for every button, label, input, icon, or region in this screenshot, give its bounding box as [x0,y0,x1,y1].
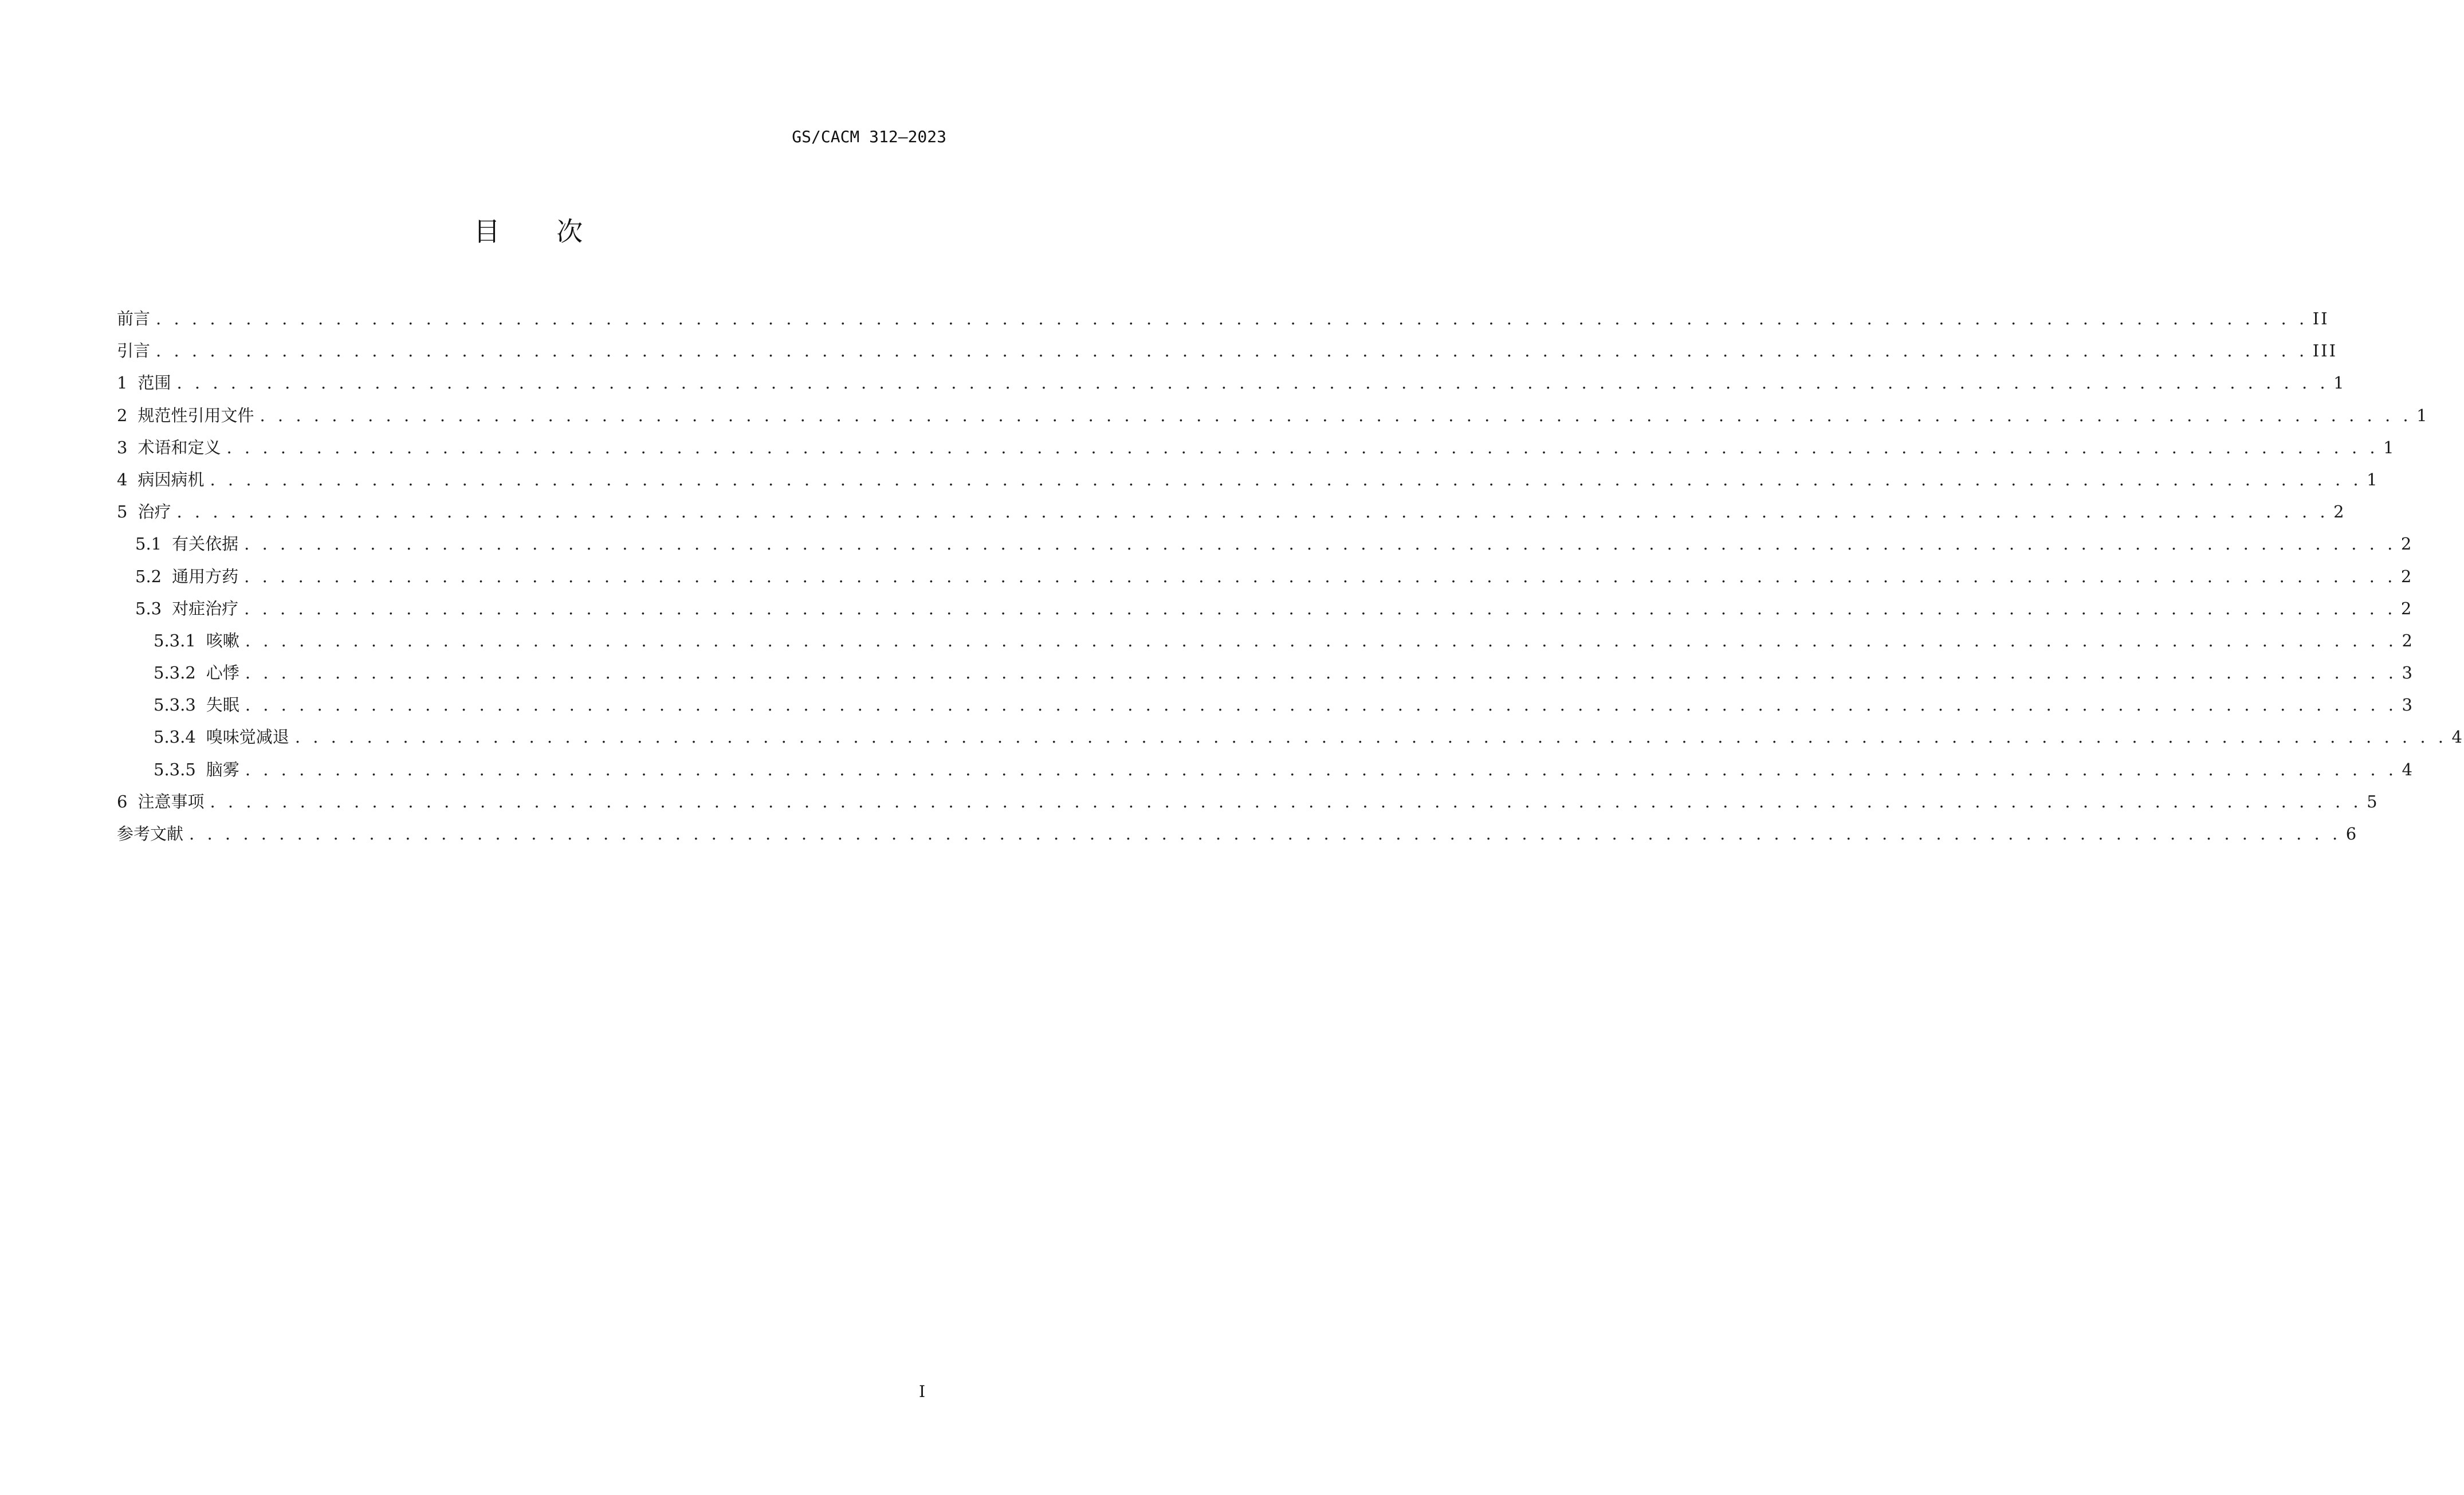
toc-entry-number: 5 [117,502,128,522]
toc-entry-label: 治疗 [137,502,171,522]
dot-leader: . . . . . . . . . . . . . . . . . . . . . . . . . . . . . . . . . . . . . . . . . . . . . . . . . . . . . . . . . . . . . . . . . . . . . . . . . . . . . . . . . . . . . . . . . . . . . . . . . . . . . . . . . . . . . . . . . . . . . . . . [244,598,2396,618]
toc-entry-number: 4 [117,469,128,489]
dot-leader: . . . . . . . . . . . . . . . . . . . . . . . . . . . . . . . . . . . . . . . . . . . . . . . . . . . . . . . . . . . . . . . . . . . . . . . . . . . . . . . . . . . . . . . . . . . . . . . . . . . . . . . . . . . . . . . . . . . . . . . . [245,630,2398,650]
toc-entry[interactable] [117,528,2414,560]
dot-leader: . . . . . . . . . . . . . . . . . . . . . . . . . . . . . . . . . . . . . . . . . . . . . . . . . . . . . . . . . . . . . . . . . . . . . . . . . . . . . . . . . . . . . . . . . . . . . . . . . . . . . . . . . . . . . . . . . . . . . . . . [245,695,2398,715]
toc-entry[interactable] [117,689,2414,721]
toc-entry[interactable] [117,754,2414,786]
toc-entry-page: 1 [2333,373,2346,393]
dot-leader: . . . . . . . . . . . . . . . . . . . . . . . . . . . . . . . . . . . . . . . . . . . . . . . . . . . . . . . . . . . . . . . . . . . . . . . . . . . . . . . . . . . . . . . . . . . . . . . . . . . . . . . . . . . . . . . . . . . . . . . . [176,373,2329,393]
toc-entry-page: 2 [2402,630,2414,650]
dot-leader: . . . . . . . . . . . . . . . . . . . . . . . . . . . . . . . . . . . . . . . . . . . . . . . . . . . . . . . . . . . . . . . . . . . . . . . . . . . . . . . . . . . . . . . . . . . . . . . . . . . . . . . . . . . . . . . . . . . . . . . . [156,341,2308,361]
toc-entry[interactable] [117,786,2379,818]
toc-entry-label: 注意事项 [137,791,205,811]
toc-entry[interactable] [117,367,2346,399]
document-code: GS/CACM 312—2023 [792,127,946,146]
dot-leader: . . . . . . . . . . . . . . . . . . . . . . . . . . . . . . . . . . . . . . . . . . . . . . . . . . . . . . . . . . . . . . . . . . . . . . . . . . . . . . . . . . . . . . . . . . . . . . . . . . . . . . . . . . . . . . . . . . . . . . . . [176,502,2329,522]
toc-entry-number: 5.3.2 [154,663,196,683]
toc-entry-page: 2 [2400,598,2414,618]
dot-leader: . . . . . . . . . . . . . . . . . . . . . . . . . . . . . . . . . . . . . . . . . . . . . . . . . . . . . . . . . . . . . . . . . . . . . . . . . . . . . . . . . . . . . . . . . . . . . . . . . . . . . . . . . . . . . . . . . . . . . . . . [260,405,2412,425]
toc-entry-label: 咳嗽 [206,630,239,650]
toc-entry-page: 6 [2345,824,2359,843]
dot-leader: . . . . . . . . . . . . . . . . . . . . . . . . . . . . . . . . . . . . . . . . . . . . . . . . . . . . . . . . . . . . . . . . . . . . . . . . . . . . . . . . . . . . . . . . . . . . . . . . . . . . . . . . . . . . . . . . . . . . . . . . [210,791,2363,811]
toc-entry-label: 失眠 [206,695,239,715]
toc-entry[interactable] [117,303,2329,335]
toc-entry-number: 3 [117,437,128,457]
toc-entry[interactable] [117,560,2414,592]
toc-entry-number: 5.1 [135,534,162,554]
toc-entry[interactable] [117,496,2346,528]
toc-entry-label: 有关依据 [172,534,239,554]
toc-entry-number: 6 [117,791,128,811]
toc-entry-label: 心悸 [206,663,239,683]
toc-entry-label: 引言 [117,341,151,361]
toc-entry[interactable] [117,335,2338,367]
toc-entry-page: 3 [2402,695,2414,715]
toc-entry-label: 规范性引用文件 [137,405,254,425]
toc-entry-number: 5.2 [135,566,162,586]
toc-entry[interactable] [117,818,2359,850]
page-title: 目 次 [473,216,607,247]
toc-entry-page: 1 [2367,469,2379,489]
toc-entry-label: 通用方药 [172,566,239,586]
toc-entry[interactable] [117,625,2414,657]
toc-entry-page: II [2312,309,2329,328]
dot-leader: . . . . . . . . . . . . . . . . . . . . . . . . . . . . . . . . . . . . . . . . . . . . . . . . . . . . . . . . . . . . . . . . . . . . . . . . . . . . . . . . . . . . . . . . . . . . . . . . . . . . . . . . . . . . . . . . . . . . . . . . [156,309,2308,328]
toc-entry-label: 病因病机 [137,469,205,489]
dot-leader: . . . . . . . . . . . . . . . . . . . . . . . . . . . . . . . . . . . . . . . . . . . . . . . . . . . . . . . . . . . . . . . . . . . . . . . . . . . . . . . . . . . . . . . . . . . . . . . . . . . . . . . . . . . . . . . . . . . . . . . . [189,824,2341,843]
toc-entry-number: 5.3 [135,598,162,618]
table-of-contents [117,303,2464,850]
toc-entry-number: 5.3.5 [154,759,196,779]
toc-entry-label: 范围 [137,373,171,393]
dot-leader: . . . . . . . . . . . . . . . . . . . . . . . . . . . . . . . . . . . . . . . . . . . . . . . . . . . . . . . . . . . . . . . . . . . . . . . . . . . . . . . . . . . . . . . . . . . . . . . . . . . . . . . . . . . . . . . . . . . . . . . . [245,663,2398,683]
toc-entry-page: 4 [2451,727,2464,747]
dot-leader: . . . . . . . . . . . . . . . . . . . . . . . . . . . . . . . . . . . . . . . . . . . . . . . . . . . . . . . . . . . . . . . . . . . . . . . . . . . . . . . . . . . . . . . . . . . . . . . . . . . . . . . . . . . . . . . . . . . . . . . . [210,469,2363,489]
toc-entry[interactable] [117,721,2464,753]
toc-entry-label: 对症治疗 [172,598,239,618]
toc-entry-number: 5.3.4 [154,727,196,747]
toc-entry-label: 脑雾 [206,759,239,779]
toc-entry[interactable] [117,657,2414,689]
toc-entry-number: 5.3.1 [154,630,196,650]
toc-entry-label: 参考文献 [117,824,184,843]
toc-entry-page: 1 [2383,437,2396,457]
toc-entry-page: 2 [2333,502,2346,522]
page-number: I [919,1382,926,1401]
toc-entry-label: 术语和定义 [137,437,221,457]
toc-entry[interactable] [117,431,2396,464]
dot-leader: . . . . . . . . . . . . . . . . . . . . . . . . . . . . . . . . . . . . . . . . . . . . . . . . . . . . . . . . . . . . . . . . . . . . . . . . . . . . . . . . . . . . . . . . . . . . . . . . . . . . . . . . . . . . . . . . . . . . . . . . [226,437,2379,457]
dot-leader: . . . . . . . . . . . . . . . . . . . . . . . . . . . . . . . . . . . . . . . . . . . . . . . . . . . . . . . . . . . . . . . . . . . . . . . . . . . . . . . . . . . . . . . . . . . . . . . . . . . . . . . . . . . . . . . . . . . . . . . . [245,759,2398,779]
toc-entry-number: 2 [117,405,128,425]
toc-entry-page: 2 [2400,566,2414,586]
toc-entry-page: 2 [2400,534,2414,554]
toc-entry-page: 5 [2367,791,2379,811]
dot-leader: . . . . . . . . . . . . . . . . . . . . . . . . . . . . . . . . . . . . . . . . . . . . . . . . . . . . . . . . . . . . . . . . . . . . . . . . . . . . . . . . . . . . . . . . . . . . . . . . . . . . . . . . . . . . . . . . . . . . . . . . [244,566,2396,586]
toc-entry-label: 嗅味觉减退 [206,727,289,747]
dot-leader: . . . . . . . . . . . . . . . . . . . . . . . . . . . . . . . . . . . . . . . . . . . . . . . . . . . . . . . . . . . . . . . . . . . . . . . . . . . . . . . . . . . . . . . . . . . . . . . . . . . . . . . . . . . . . . . . . . . . . . . . [294,727,2447,747]
toc-entry-number: 5.3.3 [154,695,196,715]
toc-entry[interactable] [117,464,2379,496]
toc-entry-label: 前言 [117,309,151,328]
toc-entry-page: 4 [2402,759,2414,779]
toc-entry-page: III [2312,341,2338,361]
dot-leader: . . . . . . . . . . . . . . . . . . . . . . . . . . . . . . . . . . . . . . . . . . . . . . . . . . . . . . . . . . . . . . . . . . . . . . . . . . . . . . . . . . . . . . . . . . . . . . . . . . . . . . . . . . . . . . . . . . . . . . . . [244,534,2396,554]
toc-entry[interactable] [117,399,2429,431]
toc-entry[interactable] [117,592,2414,625]
toc-entry-number: 1 [117,373,128,393]
toc-entry-page: 3 [2402,663,2414,683]
toc-entry-page: 1 [2416,405,2429,425]
